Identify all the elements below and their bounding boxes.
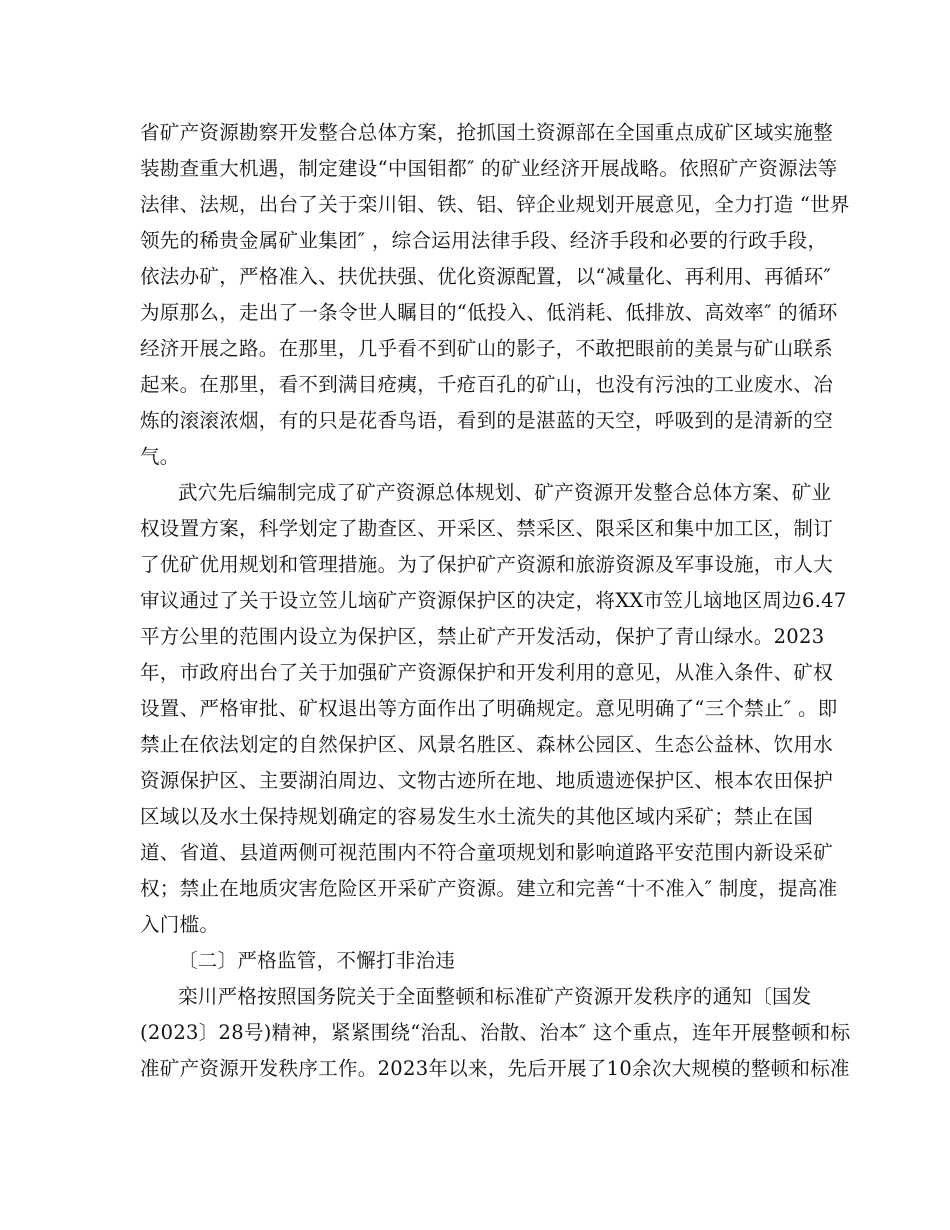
body-text-line: 炼的滚滚浓烟，有的只是花香鸟语，看到的是湛蓝的天空，呼吸到的是清新的空: [140, 409, 834, 432]
body-text-line: 资源保护区、主要湖泊周边、文物古迹所在地、地质遗迹保护区、根本农田保护: [140, 769, 834, 792]
body-text-line: 领先的稀贵金属矿业集团″ ，综合运用法律手段、经济手段和必要的行政手段，: [140, 229, 828, 252]
body-text-line: 年，市政府出台了关于加强矿产资源保护和开发利用的意见，从准入条件、矿权: [140, 661, 834, 684]
body-text-line: 经济开展之路。在那里，几乎看不到矿山的影子，不敢把眼前的美景与矿山联系: [140, 337, 834, 360]
body-text-line: 权设置方案，科学划定了勘查区、开采区、禁采区、限采区和集中加工区，制订: [140, 517, 834, 540]
body-text-line: 区域以及水土保持规划确定的容易发生水土流失的其他区域内采矿；禁止在国: [140, 805, 814, 828]
body-text-line: 为原那么，走出了一条令世人瞩目的“低投入、低消耗、低排放、高效率″ 的循环: [140, 301, 838, 324]
body-text-line: 气。: [140, 445, 180, 468]
body-text-line: 起来。在那里，看不到满目疮痍，千疮百孔的矿山，也没有污浊的工业废水、冶: [140, 373, 834, 396]
body-text-line: (2023〕28号)精神，紧紧围绕“治乱、治散、治本″ 这个重点，连年开展整顿和标: [140, 1021, 851, 1044]
body-text-line: 审议通过了关于设立笠儿垴矿产资源保护区的决定，将XX市笠儿垴地区周边6.47: [140, 589, 847, 612]
paragraph-first-line: 武穴先后编制完成了矿产资源总体规划、矿产资源开发整合总体方案、矿业: [178, 481, 832, 504]
body-text-line: 法律、法规，出台了关于栾川钼、铁、铝、锌企业规划开展意见，全力打造 “世界: [140, 193, 850, 216]
body-text-line: 了优矿优用规划和管理措施。为了保护矿产资源和旅游资源及军事设施，市人大: [140, 553, 834, 576]
body-text-line: 入门槛。: [140, 913, 220, 936]
body-text-line: 道、省道、县道两侧可视范围内不符合童项规划和影响道路平安范围内新设采矿: [140, 841, 834, 864]
body-text-line: 禁止在依法划定的自然保护区、风景名胜区、森林公园区、生态公益林、饮用水: [140, 733, 834, 756]
body-text-line: 设置、严格审批、矿权退出等方面作出了明确规定。意见明确了“三个禁止″ 。即: [140, 697, 838, 720]
body-text-line: 省矿产资源勘察开发整合总体方案，抢抓国土资源部在全国重点成矿区域实施整: [140, 121, 834, 144]
body-text-line: 平方公里的范围内设立为保护区，禁止矿产开发活动，保护了青山绿水。2023: [140, 625, 825, 648]
section-heading: 〔二〕严格监管，不懈打非治违: [178, 949, 456, 972]
body-text-line: 权；禁止在地质灾害危险区开采矿产资源。建立和完善“十不准入″ 制度，提高准: [140, 877, 838, 900]
body-text-line: 依法办矿，严格准入、扶优扶强、优化资源配置，以“减量化、再利用、再循环″: [140, 265, 832, 288]
body-text-line: 装勘查重大机遇，制定建设“中国钼都″ 的矿业经济开展战略。依照矿产资源法等: [140, 157, 838, 180]
paragraph-first-line: 栾川严格按照国务院关于全面整顿和标准矿产资源开发秩序的通知〔国发: [178, 985, 812, 1008]
body-text-line: 准矿产资源开发秩序工作。2023年以来，先后开展了10余次大规模的整顿和标准: [140, 1057, 850, 1080]
